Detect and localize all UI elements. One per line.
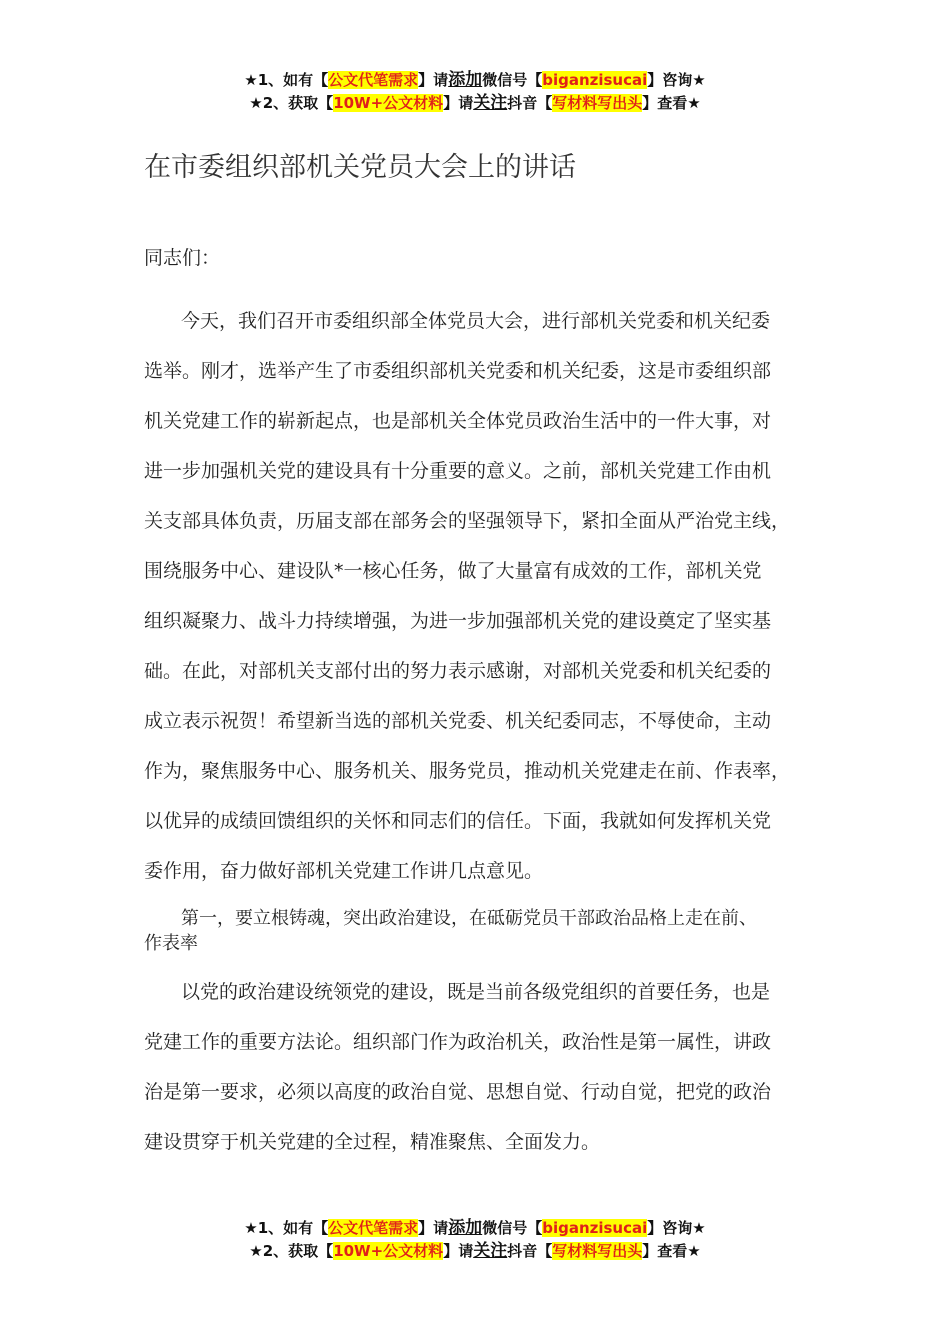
promo-wechat-id: biganzisucai <box>542 71 648 89</box>
promo-text: 微信号【 <box>482 71 543 89</box>
paragraph-2 <box>144 967 824 1167</box>
promo-highlight: 公文代笔需求 <box>328 71 419 89</box>
promo-text: 】查看★ <box>642 1242 701 1260</box>
promo-text: 】查看★ <box>642 94 701 112</box>
promo-emphasis: 关注 <box>473 93 508 113</box>
heading-line: 作表率 <box>144 933 198 954</box>
promo-text: 抖音【 <box>507 1242 553 1260</box>
promo-banner-top <box>0 69 950 115</box>
promo-text: 微信号【 <box>482 1219 543 1237</box>
promo-text: 】咨询★ <box>647 1219 706 1237</box>
promo-line-2 <box>0 92 950 115</box>
promo-highlight: 10W+公文材料 <box>333 1242 444 1260</box>
promo-text: ★1、如有【 <box>244 71 329 89</box>
promo-highlight: 10W+公文材料 <box>333 94 444 112</box>
document-title: 在市委组织部机关党员大会上的讲话 <box>144 152 576 183</box>
text-line: 以党的政治建设统领党的建设，既是当前各级党组织的首要任务，也是 <box>181 981 771 1003</box>
text-line: 选举。刚才，选举产生了市委组织部机关党委和机关纪委，这是市委组织部 <box>144 360 772 382</box>
text-line: 以优异的成绩回馈组织的关怀和同志们的信任。下面，我就如何发挥机关党 <box>144 810 772 832</box>
text-line: 关支部具体负责，历届支部在部务会的坚强领导下，紧扣全面从严治党主线， <box>144 510 791 532</box>
promo-text: 】请 <box>443 1242 474 1260</box>
text-line: 组织凝聚力、战斗力持续增强，为进一步加强部机关党的建设奠定了坚实基 <box>144 610 772 632</box>
promo-line-1 <box>0 1217 950 1240</box>
promo-text: ★1、如有【 <box>244 1219 329 1237</box>
text-line: 党建工作的重要方法论。组织部门作为政治机关，政治性是第一属性，讲政 <box>144 1031 772 1053</box>
text-line: 成立表示祝贺！希望新当选的部机关党委、机关纪委同志，不辱使命，主动 <box>144 710 772 732</box>
promo-text: 】请 <box>443 94 474 112</box>
promo-text: ★2、获取【 <box>249 94 334 112</box>
promo-emphasis: 添加 <box>448 1218 483 1238</box>
text-line: 委作用，奋力做好部机关党建工作讲几点意见。 <box>144 860 544 882</box>
text-line: 今天，我们召开市委组织部全体党员大会，进行部机关党委和机关纪委 <box>181 310 771 332</box>
text-line: 围绕服务中心、建设队*一核心任务，做了大量富有成效的工作，部机关党 <box>144 560 762 582</box>
promo-highlight: 公文代笔需求 <box>328 1219 419 1237</box>
promo-text: 】咨询★ <box>647 71 706 89</box>
text-line: 作为，聚焦服务中心、服务机关、服务党员，推动机关党建走在前、作表率， <box>144 760 791 782</box>
promo-text: 】请 <box>418 1219 449 1237</box>
promo-emphasis: 关注 <box>473 1241 508 1261</box>
promo-douyin-id: 写材料写出头 <box>552 94 643 112</box>
promo-banner-bottom <box>0 1217 950 1263</box>
promo-text: ★2、获取【 <box>249 1242 334 1260</box>
text-line: 治是第一要求，必须以高度的政治自觉、思想自觉、行动自觉，把党的政治 <box>144 1081 772 1103</box>
promo-wechat-id: biganzisucai <box>542 1219 648 1237</box>
paragraph-1 <box>144 296 824 896</box>
text-line: 础。在此，对部机关支部付出的努力表示感谢，对部机关党委和机关纪委的 <box>144 660 772 682</box>
text-line: 进一步加强机关党的建设具有十分重要的意义。之前，部机关党建工作由机 <box>144 460 772 482</box>
promo-text: 抖音【 <box>507 94 553 112</box>
promo-line-2 <box>0 1240 950 1263</box>
promo-emphasis: 添加 <box>448 70 483 90</box>
promo-douyin-id: 写材料写出头 <box>552 1242 643 1260</box>
section-heading-1 <box>144 906 834 956</box>
text-line: 机关党建工作的崭新起点，也是部机关全体党员政治生活中的一件大事，对 <box>144 410 772 432</box>
heading-line: 第一，要立根铸魂，突出政治建设，在砥砺党员干部政治品格上走在前、 <box>181 908 757 929</box>
promo-line-1 <box>0 69 950 92</box>
salutation: 同志们： <box>144 247 221 269</box>
text-line: 建设贯穿于机关党建的全过程，精准聚焦、全面发力。 <box>144 1131 601 1153</box>
promo-text: 】请 <box>418 71 449 89</box>
